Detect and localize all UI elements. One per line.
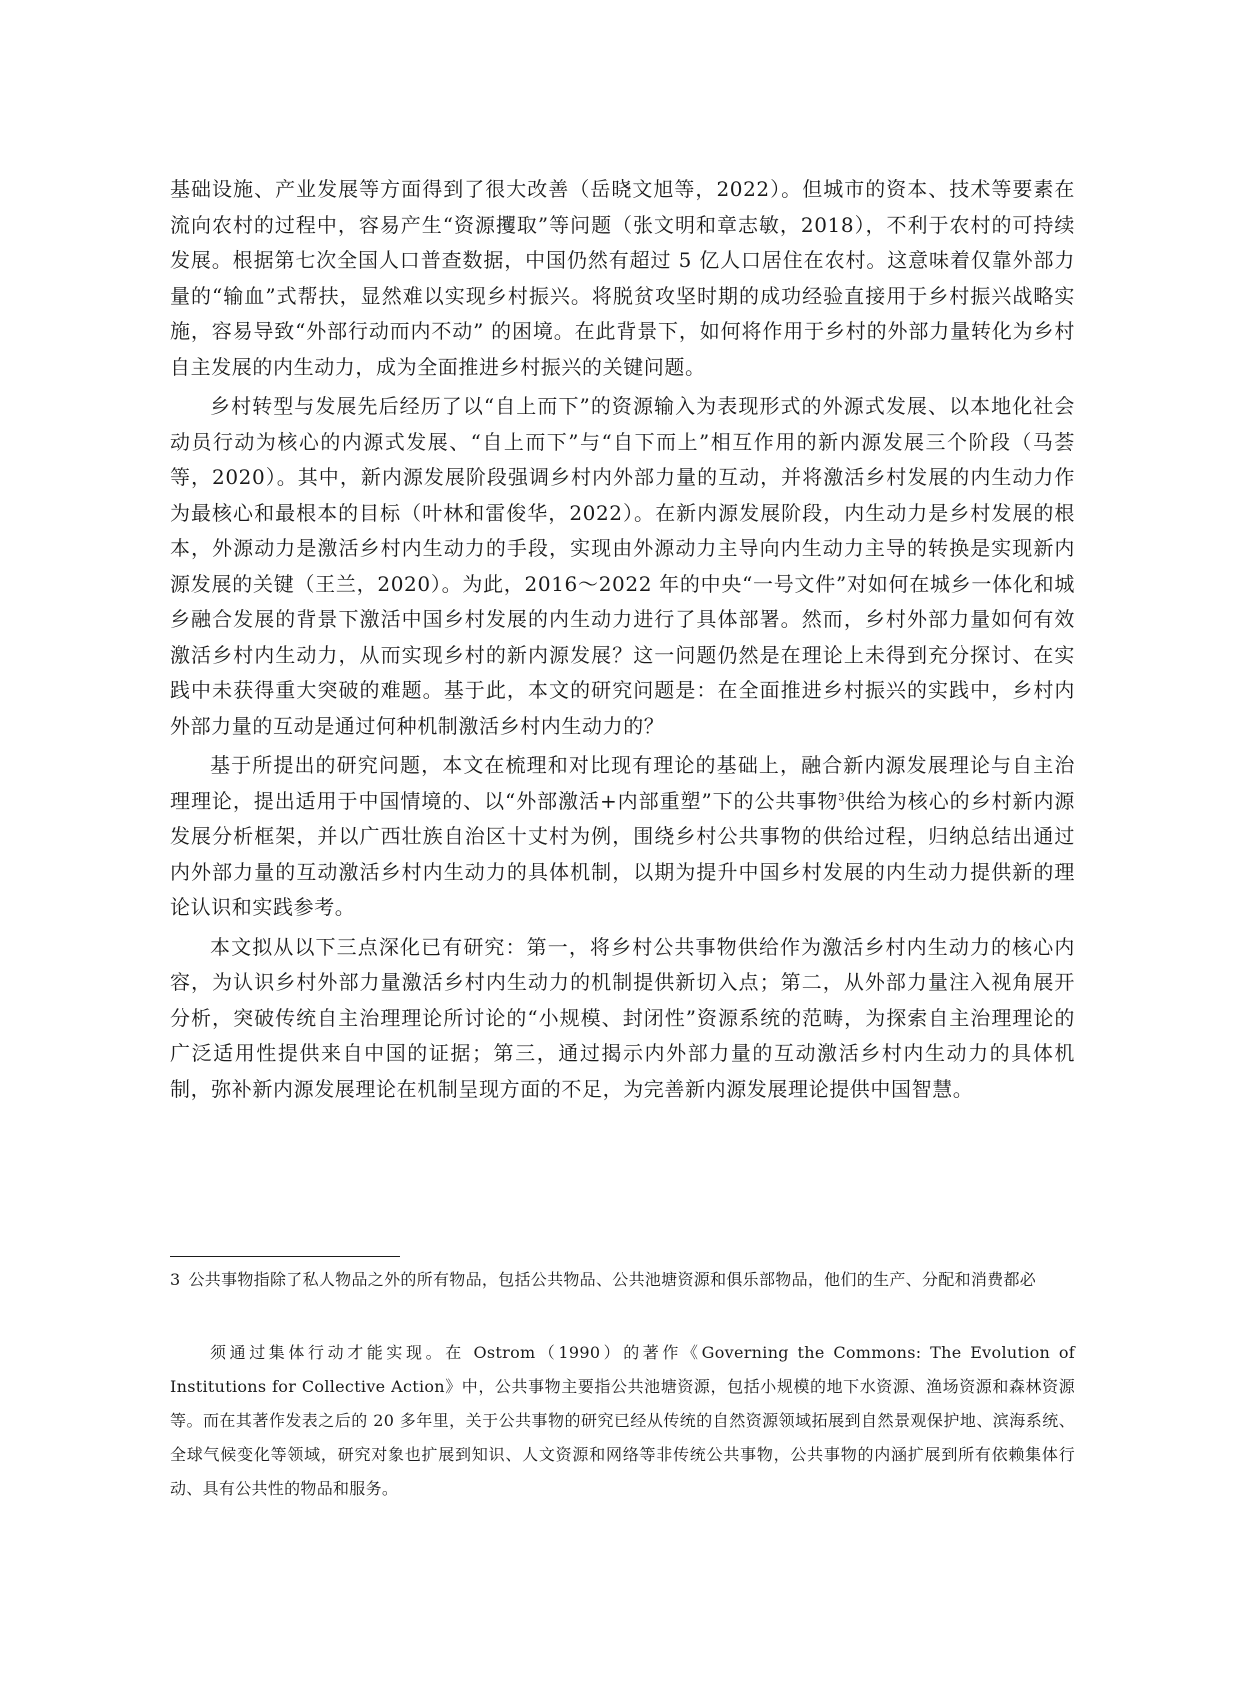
paragraph-3 [170,748,1075,926]
paragraph-3-text-a: 基于所提出的研究问题，本文在梳理和对比现有理论的基础上，融合新内源发展理论与自主治理理论，提出适用于中国情境的、以“外部激活+内部重塑”下的公共事物 [170,753,1075,813]
paragraph-4: 本文拟从以下三点深化已有研究：第一，将乡村公共事物供给作为激活乡村内生动力的核心内容，为认识乡村外部力量激活乡村内生动力的机制提供新切入点；第二，从外部力量注入视角展开分析，突破传统自主治理理论所讨论的“小规模、封闭性”资源系统的范畴，为探索自主治理理论的广泛适用性提供来自中国的证据；第三，通过揭示内外部力量的互动激活乡村内生动力的具体机制，弥补新内源发展理论在机制呈现方面的不足，为完善新内源发展理论提供中国智慧。 [170,934,1075,1101]
paragraph-3-text-b: 供给为核心的乡村新内源发展分析框架，并以广西壮族自治区十丈村为例，围绕乡村公共事物的供给过程，归纳总结出通过内外部力量的互动激活乡村内生动力的具体机制，以期为提升中国乡村发展的内生动力提供新的理论认识和实践参考。 [170,788,1075,919]
footnote-separator [170,1256,400,1257]
footnote-text: 公共事物指除了私人物品之外的所有物品，包括公共物品、公共池塘资源和俱乐部物品，他们的生产、分配和消费都必 [188,1270,1037,1289]
footnote [170,1268,1075,1291]
paragraph-1: 基础设施、产业发展等方面得到了很大改善（岳晓文旭等，2022）。但城市的资本、技术等要素在流向农村的过程中，容易产生“资源攫取”等问题（张文明和章志敏，2018），不利于农村的可持续发展。根据第七次全国人口普查数据，中国仍然有超过 5 亿人口居住在农村。这意味着仅靠外部力量的“输血”式帮扶，显然难以实现乡村振兴。将脱贫攻坚时期的成功经验直接用于乡村振兴战略实施，容易导致“外部行动而内不动” 的困境。在此背景下，如何将作用于乡村的外部力量转化为乡村自主发展的内生动力，成为全面推进乡村振兴的关键问题。 [170,177,1075,379]
paragraph-2: 乡村转型与发展先后经历了以“自上而下”的资源输入为表现形式的外源式发展、以本地化社会动员行动为核心的内源式发展、“自上而下”与“自下而上”相互作用的新内源发展三个阶段（马荟等，2020）。其中，新内源发展阶段强调乡村内外部力量的互动，并将激活乡村发展的内生动力作为最核心和最根本的目标（叶林和雷俊华，2022）。在新内源发展阶段，内生动力是乡村发展的根本，外源动力是激活乡村内生动力的手段，实现由外源动力主导向内生动力主导的转换是实现新内源发展的关键（王兰，2020）。为此，2016～2022 年的中央“一号文件”对如何在城乡一体化和城乡融合发展的背景下激活中国乡村发展的内生动力进行了具体部署。然而，乡村外部力量如何有效激活乡村内生动力，从而实现乡村的新内源发展？这一问题仍然是在理论上未得到充分探讨、在实践中未获得重大突破的难题。基于此，本文的研究问题是：在全面推进乡村振兴的实践中，乡村内外部力量的互动是通过何种机制激活乡村内生动力的？ [170,394,1075,738]
footnote-number: 3 [170,1270,181,1289]
footnote-continuation: 须通过集体行动才能实现。在 Ostrom（1990）的著作《Governing the Commons: The Evolution of Institutions for Collective Action》中，公共事物主要指公共池塘资源，包括小规模的地下水资源、渔场资源和森林资源等。而在其著作发表之后的 20 多年里，关于公共事物的研究已经从传统的自然资源领域拓展到自然景观保护地、滨海系统、全球气候变化等领域，研究对象也扩展到知识、人文资源和网络等非传统公共事物，公共事物的内涵扩展到所有依赖集体行动、具有公共性的物品和服务。 [170,1343,1075,1498]
body-text [170,172,1075,1111]
footnote-marker[interactable]: 3 [838,791,845,803]
